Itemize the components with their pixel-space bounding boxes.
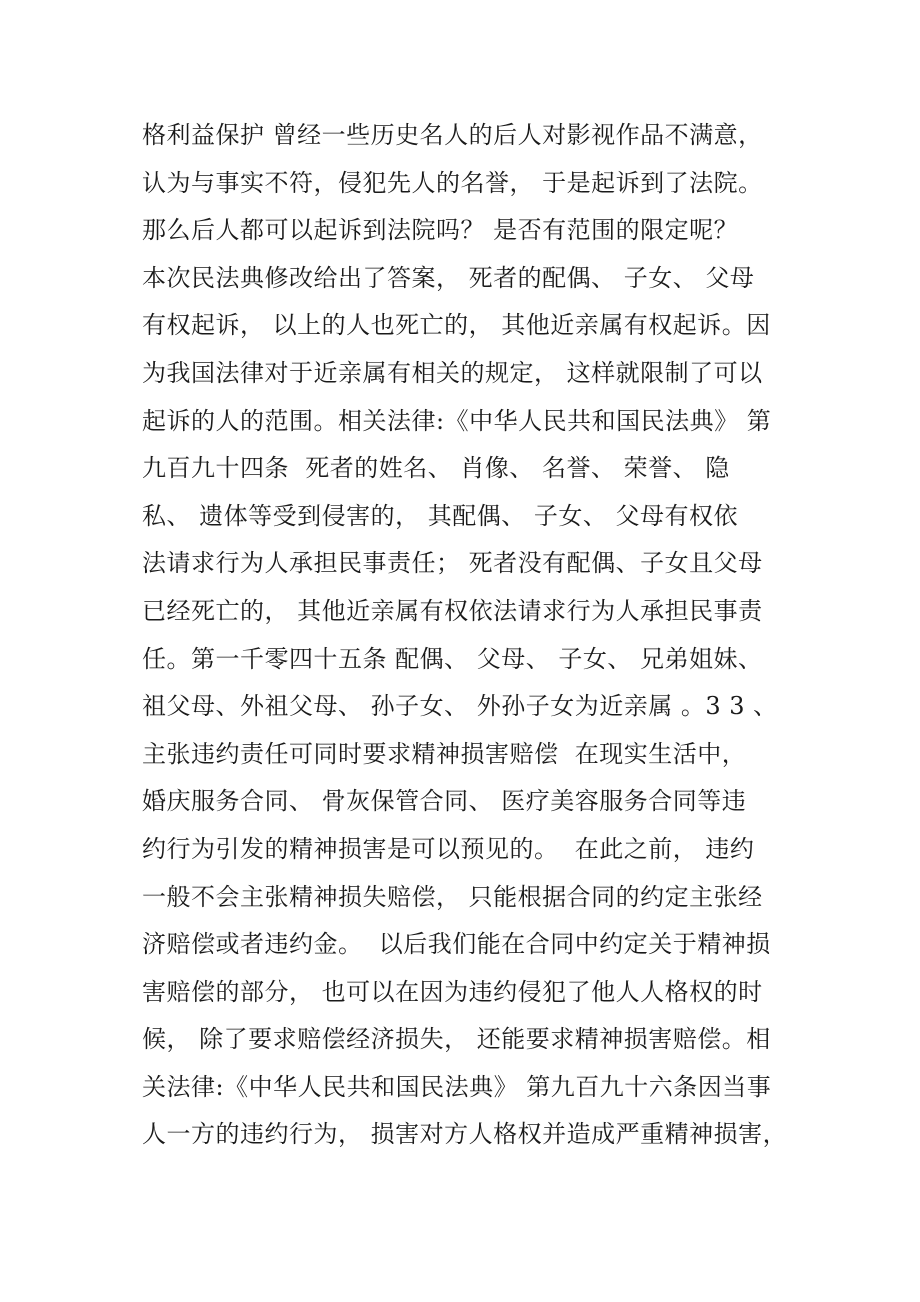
- text-line: 那么后人都可以起诉到法院吗？ 是否有范围的限定呢？: [142, 216, 739, 245]
- text-line: 认为与事实不符，侵犯先人的名誉， 于是起诉到了法院。: [142, 168, 763, 197]
- text-line: 格利益保护 曾经一些历史名人的后人对影视作品不满意，: [142, 121, 763, 149]
- text-line: 已经死亡的， 其他近亲属有权依法请求行为人承担民事责: [142, 596, 763, 625]
- text-line: 起诉的人的范围。相关法律:《中华人民共和国民法典》 第: [142, 406, 772, 435]
- text-line: 候， 除了要求赔偿经济损失， 还能要求精神损害赔偿。相: [142, 1025, 771, 1054]
- text-line: 婚庆服务合同、 骨灰保管合同、 医疗美容服务合同等违: [142, 787, 747, 816]
- text-line: 有权起诉， 以上的人也死亡的， 其他近亲属有权起诉。因: [142, 311, 771, 340]
- body-text: [142, 112, 802, 1159]
- text-line: 法请求行为人承担民事责任； 死者没有配偶、子女且父母: [142, 549, 763, 578]
- text-line: 害赔偿的部分， 也可以在因为违约侵犯了他人人格权的时: [142, 977, 763, 1006]
- text-line: 主张违约责任可同时要求精神损害赔偿 在现实生活中，: [142, 739, 747, 768]
- text-line: 本次民法典修改给出了答案， 死者的配偶、 子女、 父母: [142, 263, 755, 292]
- text-line: 私、 遗体等受到侵害的， 其配偶、 子女、 父母有权依: [142, 501, 739, 530]
- text-line: 人一方的违约行为， 损害对方人格权并造成严重精神损害，: [142, 1120, 788, 1149]
- text-line: 济赔偿或者违约金。 以后我们能在合同中约定关于精神损: [142, 930, 771, 959]
- text-line: 一般不会主张精神损失赔偿， 只能根据合同的约定主张经: [142, 882, 763, 911]
- text-line: 约行为引发的精神损害是可以预见的。 在此之前， 违约: [142, 834, 755, 863]
- text-line: 九百九十四条 死者的姓名、 肖像、 名誉、 荣誉、 隐: [142, 454, 730, 483]
- text-line: 祖父母、外祖父母、 孙子女、 外孙子女为近亲属 。3 3 、: [142, 692, 778, 721]
- text-line: 关法律:《中华人民共和国民法典》 第九百九十六条因当事: [142, 1072, 772, 1101]
- text-line: 为我国法律对于近亲属有相关的规定， 这样就限制了可以: [142, 358, 763, 387]
- text-line: 任。第一千零四十五条 配偶、 父母、 子女、 兄弟姐妹、: [142, 644, 763, 673]
